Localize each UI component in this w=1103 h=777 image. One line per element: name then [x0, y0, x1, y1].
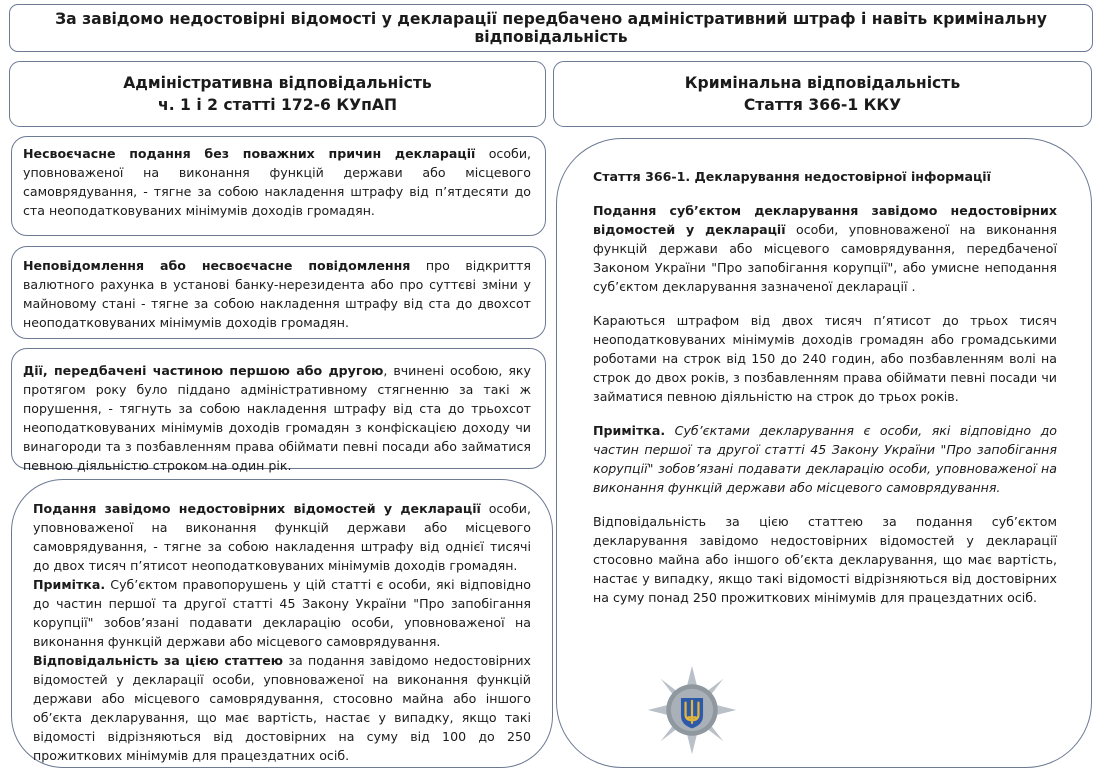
crim-article-heading: Стаття 366-1. Декларування недостовірної інформації [593, 169, 991, 184]
crim-p3-italic: Суб’єктами декларування є особи, які відповідно до частин першої та другої статті 45 Закону України "Про запобігання корупції" зобов’язані подавати декларацію особи, уповноваженої на виконання функцій держави або місцевого самоврядування. [593, 423, 1057, 495]
main-title-text: За завідомо недостовірні відомості у декларації передбачено адміністративний штраф і навіть кримінальну відповідальність [55, 10, 1047, 46]
admin-card-4-p2-body: Суб’єктом правопорушень у цій статті є особи, які відповідно до частин першої та другої статті 45 Закону України "Про запобігання корупції" зобов’язані подавати декларацію особи, уповноваженої на виконання функцій держави або місцевого самоврядування. [33, 577, 531, 649]
admin-card-non-notification [11, 246, 546, 339]
crim-para-1 [593, 201, 1057, 296]
national-police-star-trident-icon [646, 664, 738, 756]
admin-header-article: ч. 1 і 2 статті 172-6 КУпАП [157, 96, 397, 114]
criminal-article-card [556, 138, 1092, 768]
admin-card-4-para-1 [33, 499, 531, 575]
crim-para-4: Відповідальність за цією статтею за подання суб’єктом декларування завідомо недостовірних відомостей у декларації стосовно майна або іншого об’єкта декларування, що має вартість, настає у випадку, якщо такі відомості відрізняються від достовірних на суму понад 250 прожиткових мінімумів для працездатних осіб. [593, 514, 1057, 605]
admin-card-1-bold: Несвоєчасне подання без поважних причин декларації [23, 146, 476, 161]
admin-card-4-p1-body: особи, уповноваженої на виконання функцій держави або місцевого самоврядування, - тягне за собою накладення штрафу від однієї тисячі до двох тисяч п’ятисот неоподатковуваних мінімумів доходів громадян. [33, 501, 531, 573]
crim-header-title: Кримінальна відповідальність [684, 74, 961, 92]
admin-card-2-bold: Неповідомлення або несвоєчасне повідомлення [23, 258, 411, 273]
main-title [9, 4, 1093, 52]
admin-card-1-body: особи, уповноваженої на виконання функцій держави або місцевого самоврядування, - тягне за собою накладення штрафу від п’ятдесяти до ста неоподатковуваних мінімумів доходів громадян. [23, 146, 532, 218]
admin-card-4-p2-bold: Примітка. [33, 577, 106, 592]
admin-card-repeat-offense [11, 348, 546, 473]
criminal-liability-header [553, 61, 1092, 127]
crim-para-3 [593, 421, 1057, 497]
crim-para-2: Караються штрафом від двох тисяч п’ятисот до трьох тисяч неоподатковуваних мінімумів доходів громадян або громадськими роботами на строк від 150 до 240 годин, або позбавленням волі на строк до двох років, з позбавленням права обіймати певні посади чи займатися певною діяльністю на строк до трьох років. [593, 313, 1057, 404]
admin-liability-header [9, 61, 546, 127]
admin-card-late-declaration [11, 136, 546, 236]
crim-p1-body: особи, уповноваженої на виконання функцій держави або місцевого самоврядування, передбаченої Законом України "Про запобігання корупції", або умисне неподання суб’єктом декларування зазначеної декларації . [593, 222, 1057, 294]
admin-card-4-p3-bold: Відповідальність за цією статтею [33, 653, 284, 668]
admin-card-3-text [23, 361, 531, 475]
admin-header-title: Адміністративна відповідальність [123, 74, 432, 92]
admin-card-4-para-3 [33, 651, 531, 765]
admin-card-1-text [23, 144, 531, 220]
crim-header-article: Стаття 366-1 ККУ [743, 96, 902, 114]
admin-card-3-bold: Дії, передбачені частиною першою або другою [23, 363, 384, 378]
crim-p3-bold: Примітка. [593, 423, 666, 438]
admin-card-4-p3-body: за подання завідомо недостовірних відомостей у декларації особи, уповноваженої на виконання функцій держави або місцевого самоврядування, стосовно майна або іншого об’єкта декларування, що має вартість, настає у випадку, якщо такі відомості відрізняються від достовірних на суму від 100 до 250 прожиткових мінімумів для працездатних осіб. [33, 653, 531, 763]
admin-card-false-information [11, 479, 553, 768]
crim-p1-bold: Подання суб’єктом декларування завідомо недостовірних відомостей у декларації [593, 203, 1057, 237]
admin-card-4-p1-bold: Подання завідомо недостовірних відомостей у декларації [33, 501, 481, 516]
admin-card-2-body: про відкриття валютного рахунка в установі банку-нерезидента або про суттєві зміни у майновому стані - тягне за собою накладення штрафу від ста до двохсот неоподатковуваних мінімумів доходів громадян. [23, 258, 531, 330]
admin-card-3-body: , вчинені особою, яку протягом року було піддано адміністративному стягненню за такі ж порушення, - тягнуть за собою накладення штрафу від ста до трьохсот неоподатковуваних мінімумів доходів громадян з конфіскацією доходу чи винагороди та з позбавленням права обіймати певні посади або займатися певною діяльністю строком на один рік. [23, 363, 531, 473]
admin-card-2-text [23, 256, 531, 332]
admin-card-4-para-2 [33, 575, 531, 651]
